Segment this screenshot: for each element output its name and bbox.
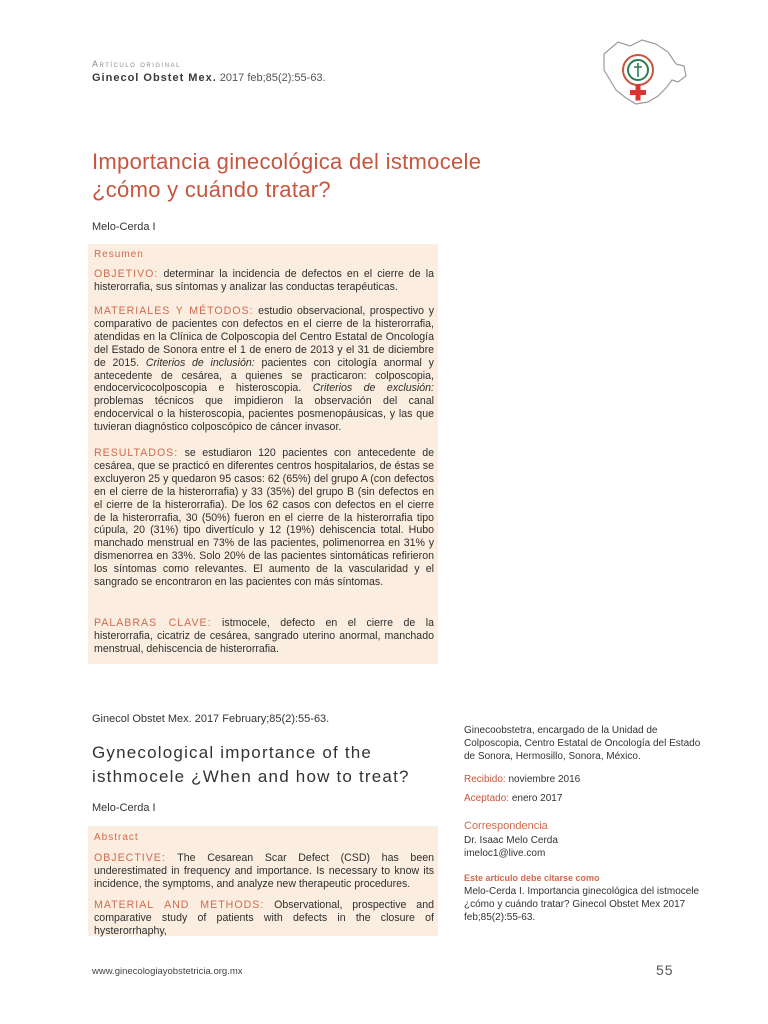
metodos-label: MATERIALES Y MÉTODOS: bbox=[94, 305, 254, 317]
objective-paragraph bbox=[94, 852, 434, 891]
objective-text: The Cesarean Scar Defect (CSD) has been underestimated in frequency and importance. Is necessary to know its incidence, the symptoms, and analyze new therapeutic procedures. bbox=[94, 852, 434, 890]
methods-label: MATERIAL AND METHODS: bbox=[94, 899, 265, 911]
journal-name: Ginecol Obstet Mex. bbox=[92, 72, 217, 84]
palabras-clave-text: istmocele, defecto en el cierre de la histerorrafia, cicatriz de cesárea, sangrado uterino anormal, manchado menstrual, dehiscencia de histerorrafia. bbox=[94, 617, 434, 655]
article-title-en: Gynecological importance of the isthmocele ¿When and how to treat? bbox=[92, 743, 410, 786]
methods-paragraph bbox=[94, 899, 434, 938]
correspondence-email[interactable]: imeloc1@live.com bbox=[464, 848, 546, 859]
author-en: Melo-Cerda I bbox=[92, 802, 156, 814]
received-value: noviembre 2016 bbox=[505, 774, 581, 785]
journal-reference bbox=[92, 72, 326, 84]
author-es: Melo-Cerda I bbox=[92, 221, 156, 233]
resumen-heading: Resumen bbox=[94, 249, 144, 260]
abstract-heading: Abstract bbox=[94, 832, 139, 843]
citation-en: Ginecol Obstet Mex. 2017 February;85(2):55-63. bbox=[92, 713, 330, 725]
metodos-paragraph bbox=[94, 305, 434, 434]
received-date bbox=[464, 773, 580, 786]
palabras-clave-paragraph bbox=[94, 617, 434, 656]
exclusion-label: Criterios de exclusión: bbox=[312, 382, 434, 395]
cite-heading: Este artículo debe citarse como bbox=[464, 873, 600, 883]
correspondence-heading: Correspondencia bbox=[464, 820, 548, 832]
journal-issue: 2017 feb;85(2):55-63. bbox=[216, 72, 326, 84]
society-emblem-icon bbox=[596, 36, 690, 112]
objetivo-text: determinar la incidencia de defectos en el cierre de la histerorrafia, sus síntomas y analizar las conductas terapéuticas. bbox=[94, 268, 434, 293]
metodos-text-3: problemas técnicos que impidieron la observación del canal endocervical o la histeroscopia, pacientes posmenopáusicas, y las que tuvieran diagnóstico colposcópico de cáncer invasor. bbox=[94, 395, 434, 434]
correspondence-name: Dr. Isaac Melo Cerda bbox=[464, 835, 558, 846]
objetivo-paragraph bbox=[94, 268, 434, 294]
article-category: Artículo original bbox=[92, 59, 181, 69]
methods-text: Observational, prospective and comparative study of patients with defects in the closure of hysterorrhaphy, bbox=[94, 899, 434, 937]
palabras-clave-label: PALABRAS CLAVE: bbox=[94, 617, 212, 629]
resultados-paragraph bbox=[94, 447, 434, 589]
inclusion-label: Criterios de inclusión: bbox=[145, 356, 255, 369]
accepted-label: Aceptado: bbox=[464, 793, 510, 804]
accepted-date bbox=[464, 792, 562, 805]
accepted-value: enero 2017 bbox=[509, 793, 563, 804]
footer-url[interactable]: www.ginecologiayobstetricia.org.mx bbox=[92, 966, 243, 977]
metodos-text-2: pacientes con citología anormal y antecedente de cesárea, a quienes se practicaron: colposcopia, endocervicocolposcopia e histeroscopia. bbox=[94, 356, 434, 395]
page-number: 55 bbox=[656, 962, 674, 978]
objective-label: OBJECTIVE: bbox=[94, 852, 166, 864]
objetivo-label: OBJETIVO: bbox=[94, 268, 159, 280]
article-title-es: Importancia ginecológica del istmocele ¿cómo y cuándo tratar? bbox=[92, 149, 482, 202]
resultados-text: se estudiaron 120 pacientes con antecedente de cesárea, que se practicó en diferentes centros hospitalarios, de éstas se excluyeron 25 y quedaron 95 casos: 62 (65%) del grupo A (con defectos en el cierre de la histerorrafia) y 33 (35%) del grupo B (sin defectos en el cierre de la histerorrafia). De los 62 casos con defectos en el cierre de la histerorrafia, 30 (50%) fueron en el cierre de la histerorrafia tipo cúpula, 20 (31%) tipo divertículo y 12 (19%) dehiscencia total. Hubo manchado menstrual en 73% de las pacientes, polimenorrea en 31% y dismenorrea en 33%. Solo 20% de las pacientes sintomáticas refirieron los síntomas como relevantes. El aumento de la vascularidad y el sangrado se encontraron en las pacientes con más síntomas. bbox=[94, 447, 434, 589]
metodos-text-1: estudio observacional, prospectivo y comparativo de pacientes con defectos en el cierre de la histerorrafia, atendidas en la Clínica de Colposcopia del Centro Estatal de Oncología del Estado de Sonora entre el 1 de enero de 2013 y el 31 de diciembre de 2015. bbox=[94, 305, 434, 369]
author-affiliation: Ginecoobstetra, encargado de la Unidad de Colposcopia, Centro Estatal de Oncología del Estado de Sonora, Hermosillo, Sonora, México. bbox=[464, 725, 701, 762]
resultados-label: RESULTADOS: bbox=[94, 447, 179, 459]
received-label: Recibido: bbox=[464, 774, 506, 785]
cite-text: Melo-Cerda I. Importancia ginecológica del istmocele ¿cómo y cuándo tratar? Ginecol Obstet Mex 2017 feb;85(2):55-63. bbox=[464, 886, 700, 923]
